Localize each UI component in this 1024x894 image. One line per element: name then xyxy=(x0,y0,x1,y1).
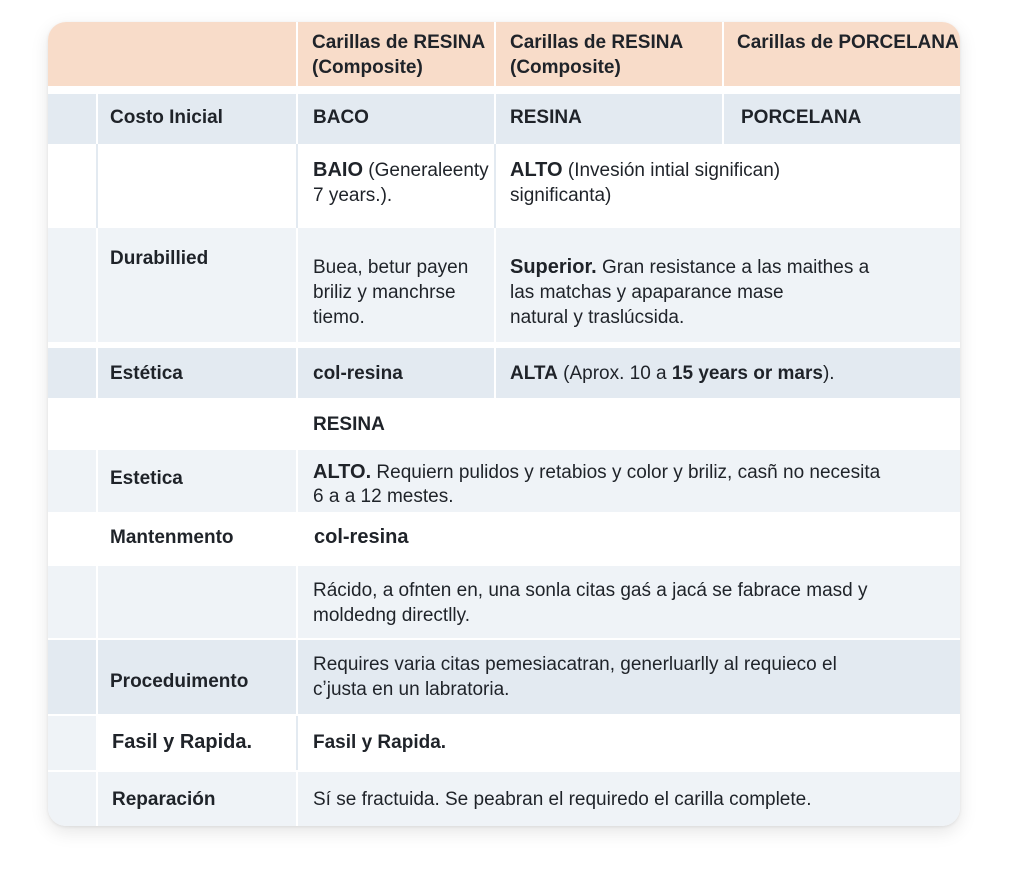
estetica-col1: col-resina xyxy=(313,363,403,384)
row-facil xyxy=(48,716,960,770)
durabilidad-col1-line1: Buea, betur payen xyxy=(313,257,469,278)
row-procedimiento xyxy=(48,640,960,714)
rapido-col1-line2: moldedng directlly. xyxy=(313,605,471,626)
row-estetica xyxy=(48,348,960,398)
row-costo-inicial xyxy=(48,94,960,144)
row-label-estetica: Estética xyxy=(110,363,183,384)
row-resina xyxy=(48,402,960,448)
costo-detail-col2-line2: significanta) xyxy=(510,185,612,206)
procedimiento-col1-line2: cʼjusta en un labratoria. xyxy=(313,679,510,700)
row-reparacion xyxy=(48,772,960,826)
header-col1-line1: Carillas de RESINA xyxy=(312,32,486,53)
durabilidad-col2-line1: Superior. Gran resistance a las maithes a xyxy=(510,256,870,278)
costo-detail-col1-line2: 7 years.). xyxy=(313,185,393,206)
durabilidad-col2-line2: las matchas y apaparance mase xyxy=(510,282,784,303)
mantenimiento-col1: col-resina xyxy=(314,526,409,548)
row-label-procedimiento: Proceduimento xyxy=(110,671,249,692)
row-label-costo: Costo Inicial xyxy=(110,107,223,128)
reparacion-col1: Sí se fractuida. Se peabran el requiredo el carilla complete. xyxy=(313,789,812,810)
costo-col2: RESINA xyxy=(510,107,582,128)
facil-col1: Fasil y Rapida. xyxy=(313,732,447,753)
header-col2-line2: (Composite) xyxy=(510,57,621,78)
row-label-facil: Fasil y Rapida. xyxy=(112,731,253,753)
costo-detail-col2: ALTO (Invesión intial significan) xyxy=(510,159,781,181)
comparison-table xyxy=(48,22,960,826)
estetica-col2: ALTA (Aprox. 10 a 15 years or mars). xyxy=(510,363,835,384)
row-label-durabilidad: Durabillied xyxy=(110,248,209,269)
header-col2-line1: Carillas de RESINA xyxy=(510,32,684,53)
row-rapido xyxy=(48,566,960,638)
costo-col1: BACO xyxy=(313,107,369,128)
rapido-col1-line1: Rácido, a ofnten en, una sonla citas gaś a jacá se fabrace masd y xyxy=(313,580,868,601)
row-label-reparacion: Reparación xyxy=(112,789,216,810)
resina-label: RESINA xyxy=(313,414,385,435)
header-col1-line2: (Composite) xyxy=(312,57,423,78)
costo-col3: PORCELANA xyxy=(741,107,862,128)
row-estetica-2 xyxy=(48,450,960,512)
estetica2-col1-line2: 6 a a 12 mestes. xyxy=(313,486,454,507)
costo-detail-col1: BAIO (Generaleenty xyxy=(313,159,489,181)
estetica2-col1-line1: ALTO. Requiern pulidos y retabios y color y briliz, casñ no necesita xyxy=(313,461,881,483)
row-label-estetica-2: Estetica xyxy=(110,468,183,489)
durabilidad-col1-line2: briliz y manchrse xyxy=(313,282,456,303)
procedimiento-col1-line1: Requires varia citas pemesiacatran, generluarlly al requieco el xyxy=(313,654,837,675)
header-col3: Carillas de PORCELANA xyxy=(737,32,959,53)
table-header xyxy=(48,22,960,86)
row-durabilidad xyxy=(48,228,960,342)
durabilidad-col2-line3: natural y traslúcsida. xyxy=(510,307,685,328)
row-label-mantenimiento: Mantenmento xyxy=(110,527,234,548)
durabilidad-col1-line3: tiemo. xyxy=(313,307,365,328)
row-costo-detail xyxy=(48,144,960,228)
row-mantenimiento xyxy=(48,512,960,564)
